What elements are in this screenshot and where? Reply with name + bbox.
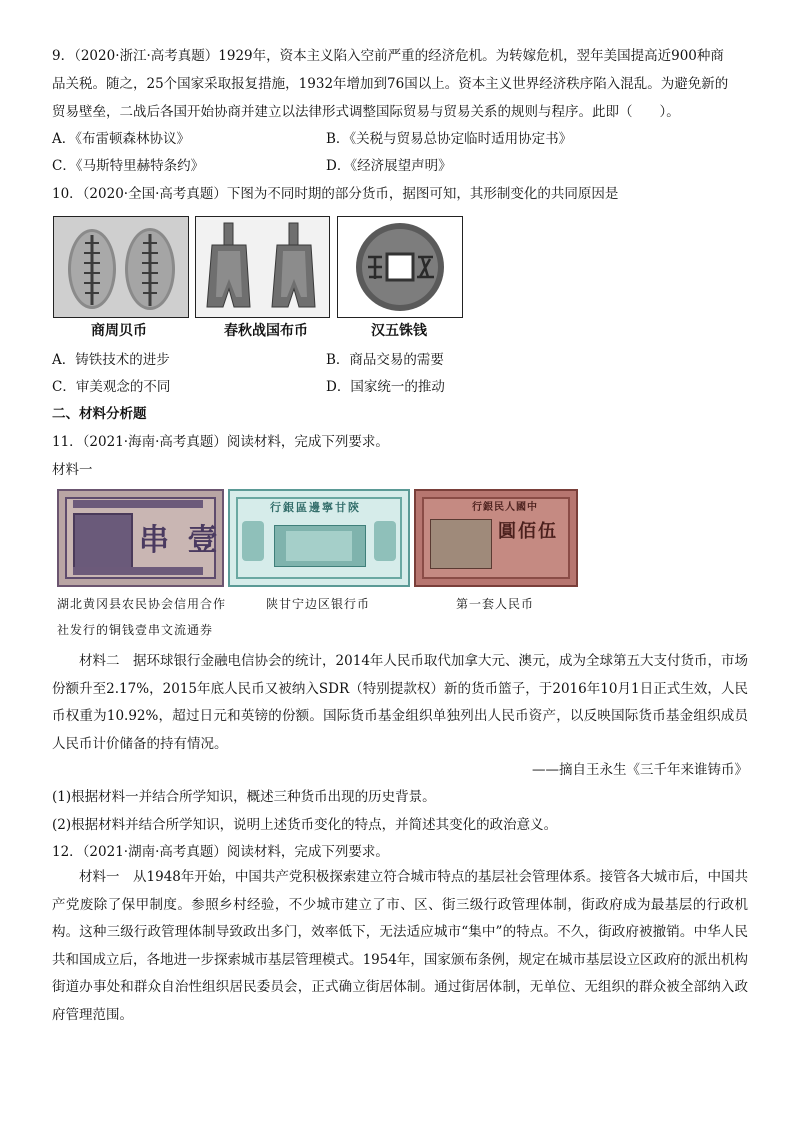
q12-stem: 12．（2021·湖南·高考真题）阅读材料，完成下列要求。 xyxy=(52,844,389,860)
spade-money-image xyxy=(195,216,330,318)
q10-option-b: B．商品交易的需要 xyxy=(326,352,444,368)
q9-line-2: 品关税。随之，25个国家采取报复措施，1932年增加到76国以上。资本主义世界经济秩序陷入混乱。为避免新的 xyxy=(52,76,729,92)
q11-requirement-2: (2)根据材料并结合所学知识，说明上述货币变化的特点，并简述其变化的政治意义。 xyxy=(52,817,558,833)
shaanganning-note-caption: 陕甘宁边区银行币 xyxy=(266,597,371,611)
hubei-note-caption-1: 湖北黄冈县农民协会信用合作 xyxy=(57,597,227,611)
first-rmb-note-caption: 第一套人民币 xyxy=(456,597,535,611)
q11-material1-label: 材料一 xyxy=(52,462,93,478)
q9-line-1: 9．（2020·浙江·高考真题）1929年，资本主义陷入空前严重的经济危机。为转嫁危机，翌年美国提高近900种商 xyxy=(52,48,724,64)
q10-option-c: C．审美观念的不同 xyxy=(52,379,171,395)
first-rmb-note-image xyxy=(414,489,578,587)
shaanganning-note-image xyxy=(228,489,410,587)
q9-option-d: D．《经济展望声明》 xyxy=(326,158,452,174)
shaanganning-note-text: 行銀區邊寧甘陝 xyxy=(270,501,361,514)
section-heading: 二、材料分析题 xyxy=(52,406,147,422)
hubei-note-caption-2: 社发行的铜钱壹串文流通券 xyxy=(57,623,214,637)
q9-option-a: A．《布雷顿森林协议》 xyxy=(52,131,190,147)
caption-wuzhu-coin: 汉五铢钱 xyxy=(371,323,427,339)
q12-material1: 材料一 从1948年开始，中国共产党积极探索建立符合城市特点的基层社会管理体系。接管各大城市后，中国共产党废除了保甲制度。参照乡村经验，不少城市建立了市、区、街三级行政管理体制，街政府成为最基层的行政机构。这种三级行政管理体制导致政出多门，效率低下，无法适应城市“集中”的特点。不久，街政府被撤销。中华人民共和国成立后，各地进一步探索城市基层管理模式。1954年，国家颁布条例，规定在城市基层设立区政府的派出机构街道办事处和群众自治性组织居民委员会，正式确立街居体制。通过街居体制，无单位、无组织的群众被全部纳入政府管理范围。 xyxy=(52,869,748,1023)
q9-line-3: 贸易壁垒，二战后各国开始协商并建立以法律形式调整国际贸易与贸易关系的规则与程序。此即（ ）。 xyxy=(52,104,680,120)
caption-shell-money: 商周贝币 xyxy=(91,323,147,339)
first-rmb-note-top: 行銀民人國中 xyxy=(472,502,538,513)
q11-stem: 11．（2021·海南·高考真题）阅读材料，完成下列要求。 xyxy=(52,434,389,450)
q11-source: ——摘自王永生《三千年来谁铸币》 xyxy=(532,762,748,778)
q9-option-b: B．《关税与贸易总协定临时适用协定书》 xyxy=(326,131,573,147)
q11-material2: 材料二 据环球银行金融电信协会的统计，2014年人民币取代加拿大元、澳元，成为全球第五大支付货币，市场份额升至2.17%，2015年底人民币又被纳入SDR（特别提款权）新的货币篮子，于2016年10月1日正式生效，人民币权重为10.92%，超过日元和英镑的份额。国际货币基金组织单独列出人民币资产，以反映国际货币基金组织成员人民币计价储备的持有情况。 xyxy=(52,653,748,752)
q10-stem: 10．（2020·全国·高考真题）下图为不同时期的部分货币，据图可知，其形制变化的共同原因是 xyxy=(52,186,619,202)
hubei-note-image xyxy=(57,489,224,587)
wuzhu-coin-image xyxy=(337,216,463,318)
first-rmb-note-text: 圓佰伍 xyxy=(498,521,558,542)
caption-spade-money: 春秋战国布币 xyxy=(224,323,308,339)
q11-requirement-1: (1)根据材料一并结合所学知识，概述三种货币出现的历史背景。 xyxy=(52,789,436,805)
q10-option-a: A．铸铁技术的进步 xyxy=(52,352,170,368)
hubei-note-text: 串 壹 xyxy=(139,523,222,558)
q10-option-d: D．国家统一的推动 xyxy=(326,379,445,395)
shell-money-image xyxy=(53,216,189,318)
q9-option-c: C．《马斯特里赫特条约》 xyxy=(52,158,205,174)
